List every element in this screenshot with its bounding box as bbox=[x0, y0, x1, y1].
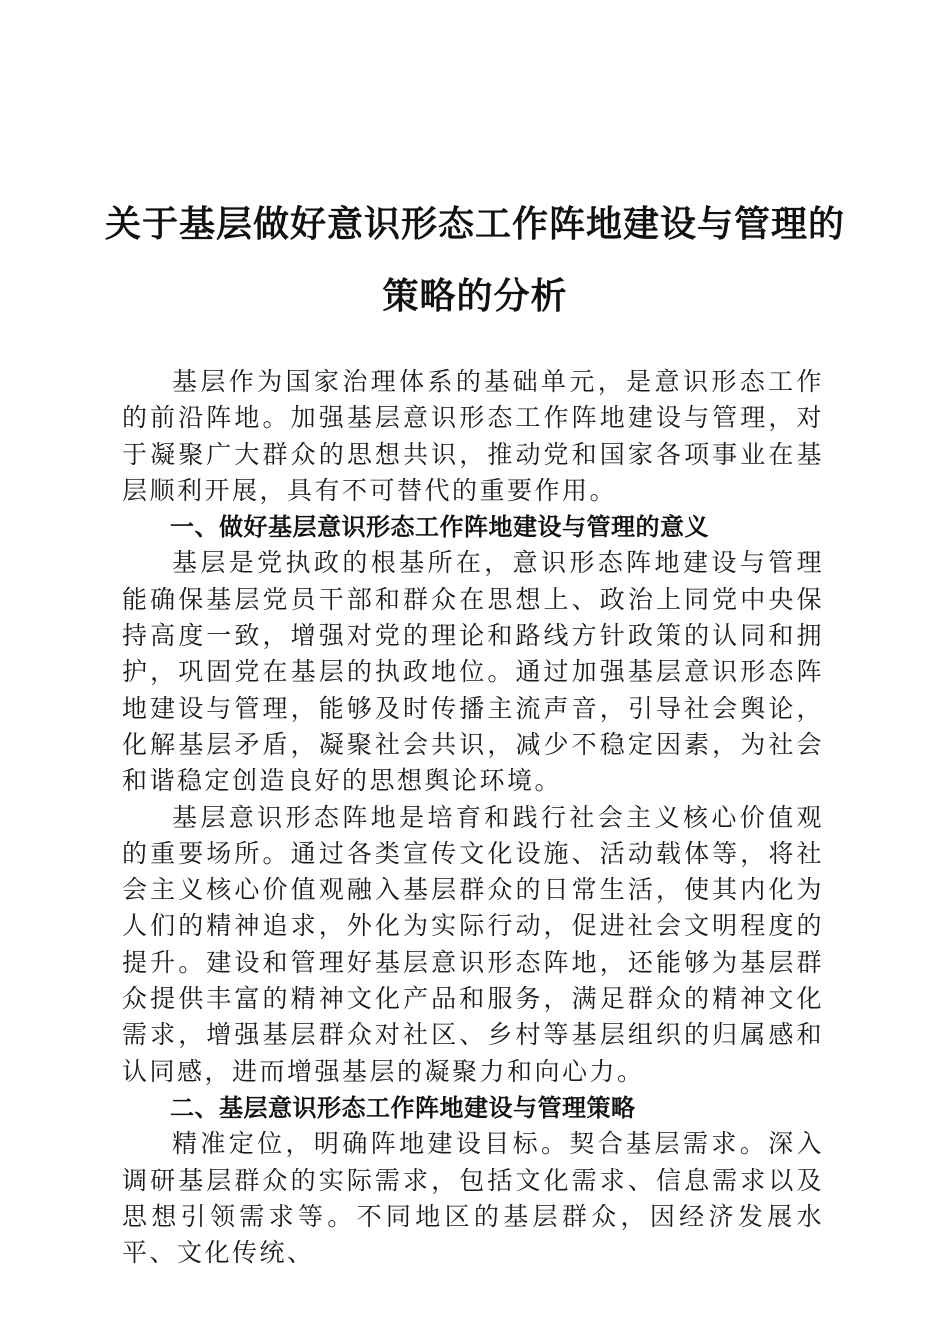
section-1-paragraph: 基层是党执政的根基所在，意识形态阵地建设与管理能确保基层党员干部和群众在思想上、政治上同党中央保持高度一致，增强对党的理论和路线方针政策的认同和拥护，巩固党在基层的执政地位。通过加强基层意识形态阵地建设与管理，能够及时传播主流声音，引导社会舆论，化解基层矛盾，凝聚社会共识，减少不稳定因素，为社会和谐稳定创造良好的思想舆论环境。 bbox=[122, 548, 824, 796]
document-body bbox=[122, 364, 824, 1271]
section-2-paragraph: 精准定位，明确阵地建设目标。契合基层需求。深入调研基层群众的实际需求，包括文化需求、信息需求以及思想引领需求等。不同地区的基层群众，因经济发展水平、文化传统、 bbox=[122, 1129, 824, 1268]
section-1-paragraph: 基层意识形态阵地是培育和践行社会主义核心价值观的重要场所。通过各类宣传文化设施、活动载体等，将社会主义核心价值观融入基层群众的日常生活，使其内化为人们的精神追求，外化为实际行动，促进社会文明程度的提升。建设和管理好基层意识形态阵地，还能够为基层群众提供丰富的精神文化产品和服务，满足群众的精神文化需求，增强基层群众对社区、乡村等基层组织的归属感和认同感，进而增强基层的凝聚力和向心力。 bbox=[122, 802, 824, 1086]
document-title-line-1: 关于基层做好意识形态工作阵地建设与管理的 bbox=[104, 203, 845, 245]
intro-paragraph: 基层作为国家治理体系的基础单元，是意识形态工作的前沿阵地。加强基层意识形态工作阵地建设与管理，对于凝聚广大群众的思想共识，推动党和国家各项事业在基层顺利开展，具有不可替代的重要作用。 bbox=[122, 367, 824, 505]
section-2-heading: 二、基层意识形态工作阵地建设与管理策略 bbox=[170, 1093, 636, 1122]
section-1-heading: 一、做好基层意识形态工作阵地建设与管理的意义 bbox=[170, 513, 709, 542]
document-title-line-2: 策略的分析 bbox=[382, 275, 568, 317]
